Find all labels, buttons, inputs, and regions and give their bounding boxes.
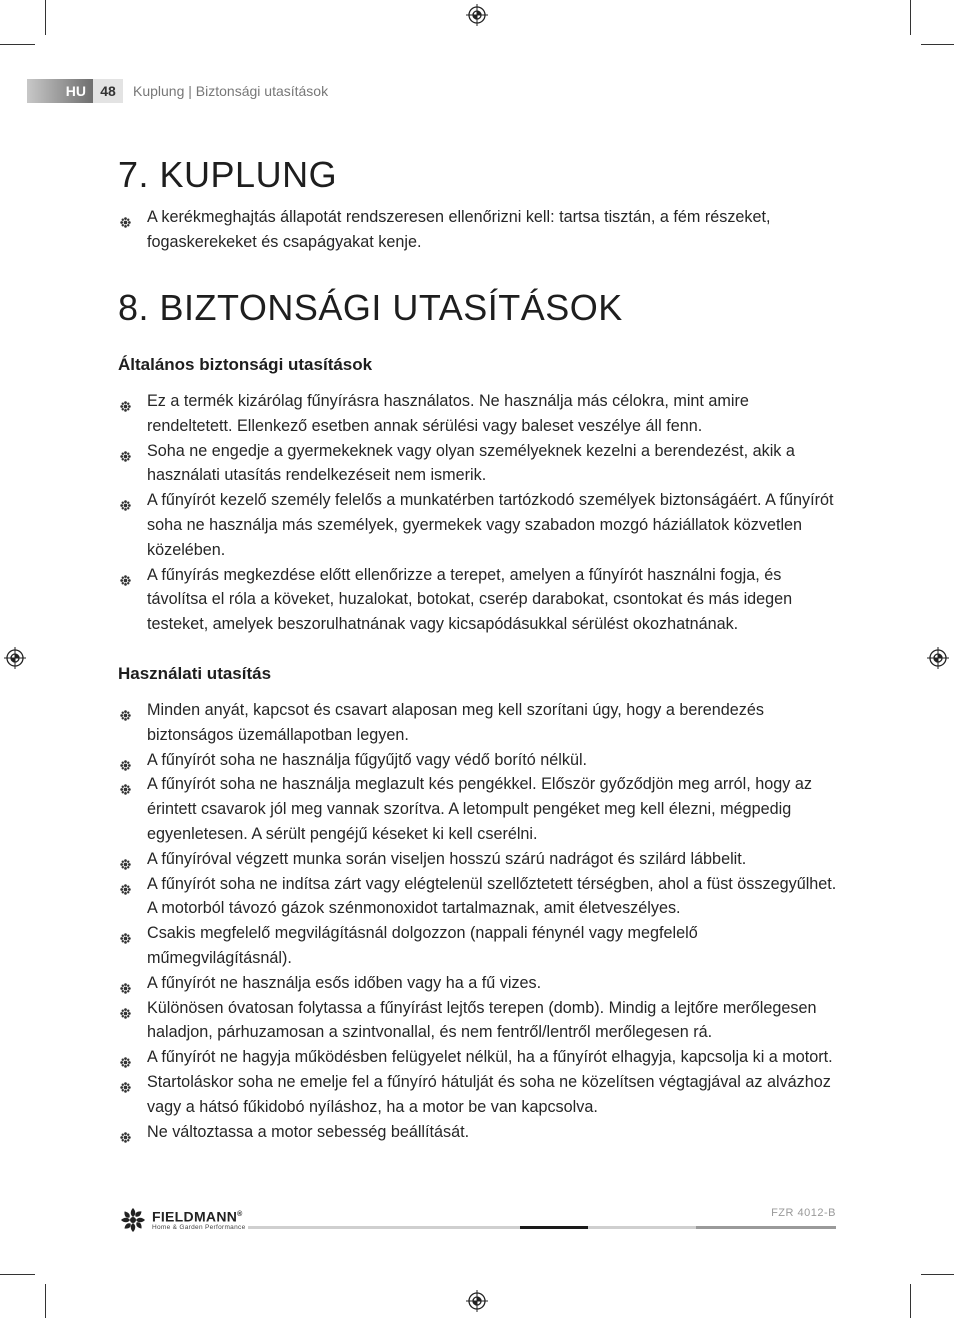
list-item: [118, 563, 838, 637]
list-item: [118, 1070, 838, 1120]
bullet-icon: [120, 878, 131, 889]
list-item: [118, 971, 838, 996]
bullet-icon: [120, 927, 131, 938]
bullet-icon: [120, 569, 131, 580]
list-item-text: A fűnyírót soha ne használja meglazult kés pengékkel. Először győződjön meg arról, hogy az érintett csavarok jól meg vannak szorítva. A letompult pengéket meg kell élezni, mégpedig egyenletesen. A sérült pengéjű késeket ki kell cserélni.: [147, 775, 812, 843]
list-item: [118, 1045, 838, 1070]
crop-mark: [0, 1274, 35, 1275]
crop-mark: [45, 0, 46, 35]
page-number: 48: [93, 79, 123, 103]
bullet-icon: [120, 977, 131, 988]
list-item: [118, 488, 838, 562]
language-code: HU: [65, 83, 86, 99]
section-8-title: 8. BIZTONSÁGI UTASÍTÁSOK: [118, 287, 623, 328]
crop-mark: [45, 1284, 46, 1318]
general-safety-heading: Általános biztonsági utasítások: [118, 355, 373, 374]
bullet-icon: [120, 211, 131, 222]
bullet-icon: [120, 395, 131, 406]
footer-rule: [588, 1226, 696, 1229]
crop-mark: [910, 0, 911, 35]
bullet-icon: [120, 445, 131, 456]
list-item-text: A fűnyíróval végzett munka során viseljen hosszú szárú nadrágot és szilárd lábbelit.: [147, 849, 747, 868]
list-item-text: A fűnyírót ne hagyja működésben felügyelet nélkül, ha a fűnyírót elhagyja, kapcsolja ki a motort.: [147, 1048, 833, 1067]
list-item-text: Különösen óvatosan folytassa a fűnyírást lejtős terepen (domb). Mindig a lejtőre merőlegesen haladjon, párhuzamosan a szintvonallal, és nem fentről/lentről merőlegesen rá.: [147, 998, 817, 1042]
list-item: [118, 389, 838, 439]
crop-mark: [910, 1284, 911, 1318]
list-item: [118, 439, 838, 489]
brand-tagline: Home & Garden Performance: [152, 1223, 246, 1231]
registration-mark-icon: [466, 1290, 488, 1312]
list-item-text: A fűnyírót kezelő személy felelős a munkatérben tartózkodó személyek biztonságáért. A fűnyírót soha ne használja más személyek, gyermekek vagy szabadon mozgó háziállatok közvetlen közelében.: [147, 491, 834, 559]
header-title: Kuplung | Biztonsági utasítások: [133, 83, 329, 99]
bullet-icon: [120, 494, 131, 505]
list-item: [118, 872, 838, 922]
list-item-text: A fűnyírót soha ne használja fűgyűjtő vagy védő borító nélkül.: [147, 750, 588, 769]
list-item-text: Ez a termék kizárólag fűnyírásra használatos. Ne használja más célokra, mint amire rendeltetett. Ellenkező esetben annak sérülési vagy baleset veszélye áll fenn.: [147, 392, 749, 435]
usage-heading: Használati utasítás: [118, 664, 272, 683]
list-item-text: Soha ne engedje a gyermekeknek vagy olyan személyeknek kezelni a berendezést, akik a használati utasítás rendelkezéseit nem ismerik.: [147, 441, 795, 485]
crop-mark: [0, 44, 35, 45]
list-item-text: A kerékmeghajtás állapotát rendszeresen ellenőrizni kell: tartsa tisztán, a fém részeket, fogaskerekeket és csapágyakat kenje.: [147, 208, 771, 251]
footer-rule: [696, 1226, 836, 1229]
list-item-text: Startoláskor soha ne emelje fel a fűnyíró hátulját és soha ne közelítsen végtagjával az alvázhoz vagy a hátsó fűkidobó nyíláshoz, ha a motor be van kapcsolva.: [147, 1072, 831, 1116]
list-item: [118, 996, 838, 1046]
page-header: [27, 79, 328, 103]
model-number: FZR 4012-B: [771, 1207, 836, 1219]
list-item-text: Minden anyát, kapcsot és csavart alaposan meg kell szorítani úgy, hogy a berendezés biztonságos üzemállapotban legyen.: [147, 701, 764, 744]
section-7-title: 7. KUPLUNG: [118, 154, 338, 195]
bullet-icon: [120, 1002, 131, 1013]
brand-name: FIELDMANN: [152, 1208, 238, 1225]
section-7-list: [118, 205, 838, 255]
list-item: [118, 772, 838, 846]
footer-rule: [520, 1226, 588, 1229]
usage-list: [118, 698, 838, 1144]
language-tab: [27, 79, 93, 103]
list-item: [118, 748, 838, 773]
bullet-icon: [120, 1076, 131, 1087]
fieldmann-leaf-icon: [118, 1205, 148, 1235]
crop-mark: [921, 1274, 954, 1275]
list-item-text: A fűnyírót ne használja esős időben vagy ha a fű vizes.: [147, 973, 542, 992]
crop-mark: [921, 44, 954, 45]
list-item: [118, 1120, 838, 1145]
brand-logo: [118, 1205, 245, 1235]
list-item: [118, 698, 838, 748]
list-item-text: A fűnyírót soha ne indítsa zárt vagy elégtelenül szellőztetett térségben, ahol a füst összegyűlhet. A motorból távozó gázok szénmonoxidot tartalmaznak, amit életveszélyes.: [147, 874, 837, 918]
list-item-text: Ne változtassa a motor sebesség beállítását.: [147, 1122, 470, 1141]
list-item: [118, 921, 838, 971]
bullet-icon: [120, 778, 131, 789]
list-item: [118, 205, 838, 255]
registration-mark-icon: [927, 647, 949, 669]
bullet-icon: [120, 754, 131, 765]
footer-rule: [248, 1226, 520, 1229]
bullet-icon: [120, 853, 131, 864]
registered-mark: ®: [237, 1211, 243, 1219]
bullet-icon: [120, 1126, 131, 1137]
list-item-text: A fűnyírás megkezdése előtt ellenőrizze a terepet, amelyen a fűnyírót használni fogja, és távolítsa el róla a köveket, huzalokat, botokat, cserép darabokat, csontokat és más idegen testeket, amelyek beszorulhatnának vagy kicsapódásukkal sérülést okozhatnának.: [147, 565, 793, 634]
bullet-icon: [120, 1051, 131, 1062]
registration-mark-icon: [466, 4, 488, 26]
bullet-icon: [120, 704, 131, 715]
list-item: [118, 847, 838, 872]
list-item-text: Csakis megfelelő megvilágításnál dolgozzon (nappali fénynél vagy megfelelő műmegvilágításnál).: [147, 924, 698, 967]
general-safety-list: [118, 389, 838, 637]
registration-mark-icon: [4, 647, 26, 669]
